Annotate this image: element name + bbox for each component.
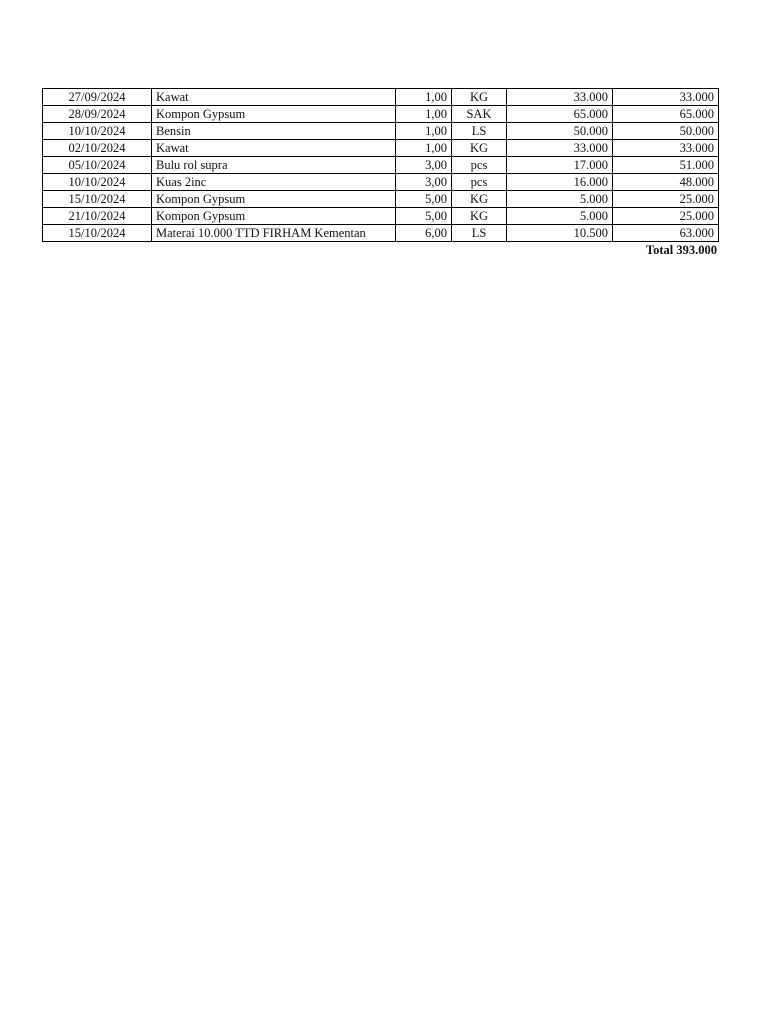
line-total-cell: 63.000 bbox=[613, 225, 719, 242]
unit-price-cell: 5.000 bbox=[507, 208, 613, 225]
date-cell: 15/10/2024 bbox=[43, 225, 152, 242]
quantity-cell: 1,00 bbox=[396, 123, 452, 140]
description-cell: Kawat bbox=[152, 140, 396, 157]
line-total-cell: 65.000 bbox=[613, 106, 719, 123]
quantity-cell: 5,00 bbox=[396, 191, 452, 208]
table-row bbox=[43, 208, 719, 225]
unit-cell: pcs bbox=[452, 174, 507, 191]
unit-cell: KG bbox=[452, 140, 507, 157]
unit-cell: pcs bbox=[452, 157, 507, 174]
line-total-cell: 25.000 bbox=[613, 191, 719, 208]
date-cell: 15/10/2024 bbox=[43, 191, 152, 208]
quantity-cell: 5,00 bbox=[396, 208, 452, 225]
unit-price-cell: 33.000 bbox=[507, 89, 613, 106]
line-total-cell: 51.000 bbox=[613, 157, 719, 174]
line-total-cell: 48.000 bbox=[613, 174, 719, 191]
unit-cell: LS bbox=[452, 123, 507, 140]
table-row bbox=[43, 89, 719, 106]
date-cell: 28/09/2024 bbox=[43, 106, 152, 123]
quantity-cell: 1,00 bbox=[396, 89, 452, 106]
table-row bbox=[43, 191, 719, 208]
unit-price-cell: 50.000 bbox=[507, 123, 613, 140]
table-row bbox=[43, 123, 719, 140]
table-row bbox=[43, 157, 719, 174]
date-cell: 10/10/2024 bbox=[43, 123, 152, 140]
description-cell: Kawat bbox=[152, 89, 396, 106]
unit-cell: LS bbox=[452, 225, 507, 242]
unit-price-cell: 16.000 bbox=[507, 174, 613, 191]
line-total-cell: 50.000 bbox=[613, 123, 719, 140]
date-cell: 02/10/2024 bbox=[43, 140, 152, 157]
unit-price-cell: 65.000 bbox=[507, 106, 613, 123]
line-total-cell: 33.000 bbox=[613, 140, 719, 157]
unit-cell: SAK bbox=[452, 106, 507, 123]
date-cell: 21/10/2024 bbox=[43, 208, 152, 225]
unit-price-cell: 33.000 bbox=[507, 140, 613, 157]
unit-price-cell: 10.500 bbox=[507, 225, 613, 242]
unit-price-cell: 5.000 bbox=[507, 191, 613, 208]
description-cell: Kompon Gypsum bbox=[152, 191, 396, 208]
quantity-cell: 6,00 bbox=[396, 225, 452, 242]
unit-cell: KG bbox=[452, 191, 507, 208]
description-cell: Bensin bbox=[152, 123, 396, 140]
date-cell: 05/10/2024 bbox=[43, 157, 152, 174]
table-row bbox=[43, 106, 719, 123]
unit-cell: KG bbox=[452, 208, 507, 225]
quantity-cell: 1,00 bbox=[396, 106, 452, 123]
line-total-cell: 25.000 bbox=[613, 208, 719, 225]
description-cell: Kompon Gypsum bbox=[152, 208, 396, 225]
unit-price-cell: 17.000 bbox=[507, 157, 613, 174]
quantity-cell: 1,00 bbox=[396, 140, 452, 157]
unit-cell: KG bbox=[452, 89, 507, 106]
expense-sheet bbox=[42, 88, 718, 258]
table-row bbox=[43, 140, 719, 157]
description-cell: Bulu rol supra bbox=[152, 157, 396, 174]
description-cell: Materai 10.000 TTD FIRHAM Kementan bbox=[152, 225, 396, 242]
date-cell: 27/09/2024 bbox=[43, 89, 152, 106]
quantity-cell: 3,00 bbox=[396, 157, 452, 174]
expense-table bbox=[42, 88, 719, 242]
table-row bbox=[43, 225, 719, 242]
expense-table-body bbox=[43, 89, 719, 242]
table-row bbox=[43, 174, 719, 191]
date-cell: 10/10/2024 bbox=[43, 174, 152, 191]
quantity-cell: 3,00 bbox=[396, 174, 452, 191]
grand-total: Total 393.000 bbox=[645, 243, 717, 257]
description-cell: Kuas 2inc bbox=[152, 174, 396, 191]
description-cell: Kompon Gypsum bbox=[152, 106, 396, 123]
line-total-cell: 33.000 bbox=[613, 89, 719, 106]
